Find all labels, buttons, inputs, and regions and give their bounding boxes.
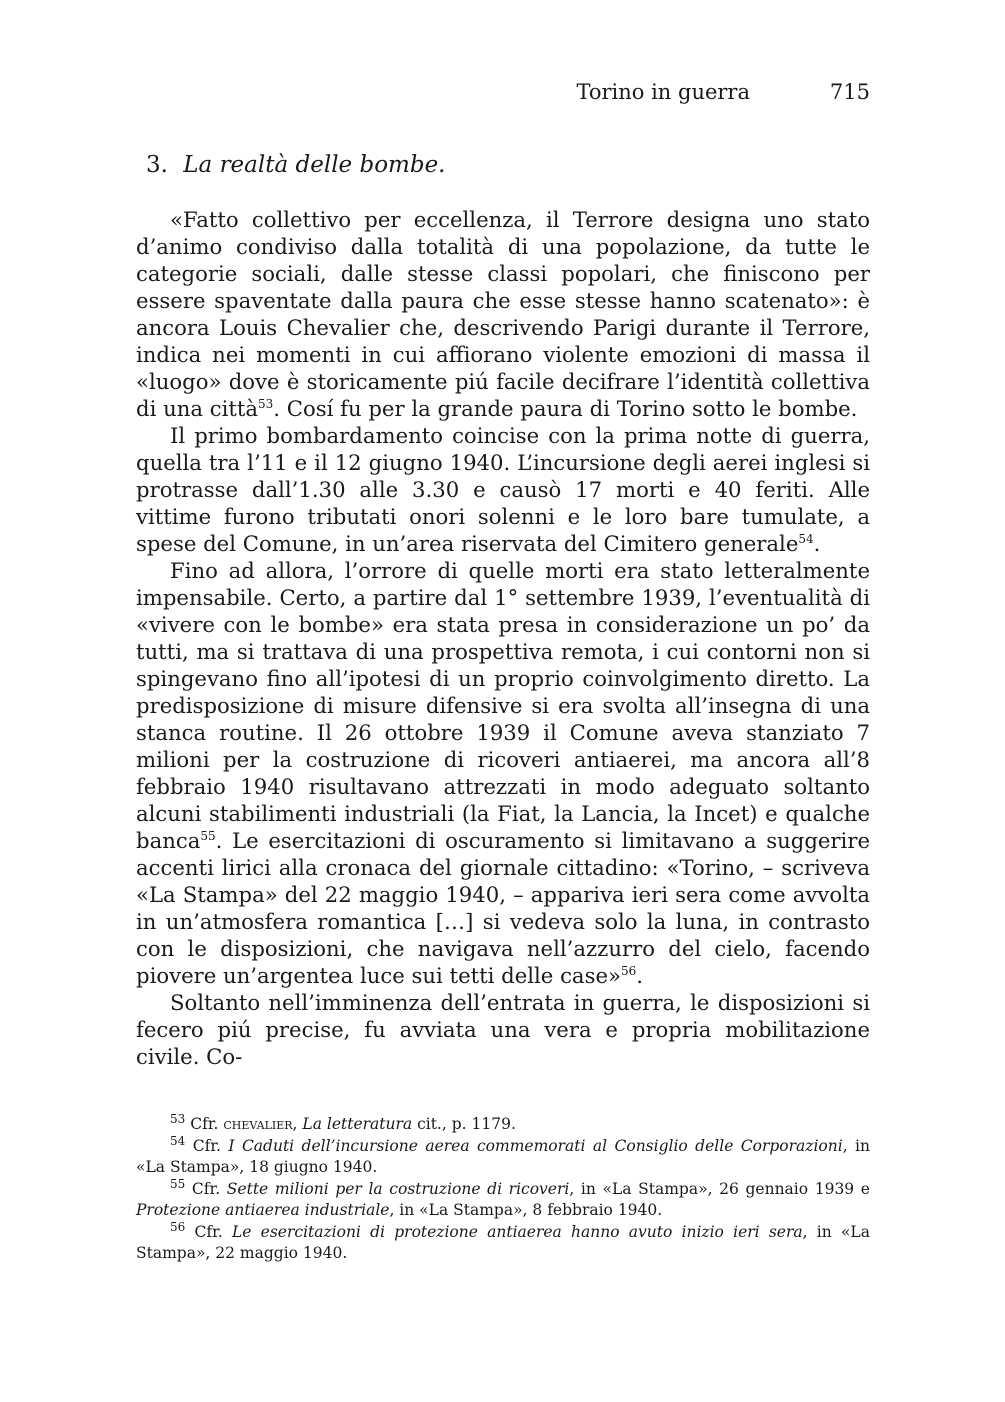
paragraph-text: «Fatto collettivo per eccellenza, il Terrore designa uno stato d’animo condiviso dalla totalità di una popolazione, da tutte le categorie sociali, dalle stesse classi popolari, che finiscono per essere spaventate dalla paura che esse stesse hanno scatenato»: è ancora Louis Chevalier che, descrivendo Parigi durante il Terrore, indica nei momenti in cui affiorano violente emozioni di massa il «luogo» dove è storicamente piú facile decifrare l’identità collettiva di una città xyxy=(136,207,870,421)
paragraph-text: . Le esercitazioni di oscuramento si limitavano a suggerire accenti lirici alla cronaca del giornale cittadino: «Torino, – scriveva «La Stampa» del 22 maggio 1940, – appariva ieri sera come avvolta in un’atmosfera romantica […] si vedeva solo la luna, in contrasto con le disposizioni, che navigava nell’azzurro del cielo, facendo piovere un’argentea luce sui tetti delle case» xyxy=(136,828,870,988)
section-heading xyxy=(146,152,446,178)
paragraph-text: Fino ad allora, l’orrore di quelle morti era stato letteralmente impensabile. Certo, a partire dal 1° settembre 1939, l’eventualità di «vivere con le bombe» era stata presa in considerazione un po’ da tutti, ma si trattava di una prospettiva remota, i cui contorni non si spingevano fino all’ipotesi di un proprio coinvolgimento diretto. La predisposizione di misure difensive si era svolta all’insegna di una stanca routine. Il 26 ottobre 1939 il Comune aveva stanziato 7 milioni per la costruzione di ricoveri antiaerei, ma ancora all’8 febbraio 1940 risultavano attrezzati in modo adeguato soltanto alcuni stabilimenti industriali (la Fiat, la Lancia, la Incet) e qualche banca xyxy=(136,558,870,853)
footnote xyxy=(136,1176,870,1221)
footnote-text: Cfr. xyxy=(191,1180,227,1198)
section-title: La realtà delle bombe. xyxy=(183,152,446,178)
footnote-text: Cfr. xyxy=(192,1137,229,1155)
footnote-number: 54 xyxy=(170,1133,186,1148)
footnote-text: , in «La Stampa», 22 maggio 1940. xyxy=(136,1223,870,1262)
page-number: 715 xyxy=(829,80,870,104)
paragraph xyxy=(136,206,870,422)
paragraph-text: . Cosí fu per la grande paura di Torino sotto le bombe. xyxy=(273,396,858,421)
footnote xyxy=(136,1219,870,1264)
paragraph-text: Il primo bombardamento coincise con la prima notte di guerra, quella tra l’11 e il 12 giugno 1940. L’incursione degli aerei inglesi si protrasse dall’1.30 alle 3.30 e causò 17 morti e 40 feriti. Alle vittime furono tributati onori solenni e le loro bare tumulate, a spese del Comune, in un’area riservata del Cimitero generale xyxy=(136,423,870,556)
paragraph xyxy=(136,557,870,989)
footnote-number: 56 xyxy=(170,1219,186,1234)
footnote xyxy=(136,1133,870,1178)
footnote-text: cit., p. 1179. xyxy=(412,1115,516,1133)
footnote-work-title: I Caduti dell’incursione aerea commemorati al Consiglio delle Corporazioni xyxy=(228,1137,843,1155)
footnote-work-title: La letteratura xyxy=(302,1115,413,1133)
footnote-work-title: Sette milioni per la costruzione di ricoveri xyxy=(226,1180,570,1198)
footnote-number: 53 xyxy=(170,1111,186,1126)
paragraph xyxy=(136,989,870,1070)
paragraph-text: Soltanto nell’imminenza dell’entrata in guerra, le disposizioni si fecero piú precise, fu avviata una vera e propria mobilitazione civile. Co- xyxy=(136,990,870,1069)
running-head xyxy=(136,80,870,110)
footnote-ref: 56 xyxy=(620,963,637,978)
footnote-ref: 55 xyxy=(200,828,216,843)
footnotes xyxy=(136,1111,870,1265)
paragraph-text: . xyxy=(813,531,821,556)
body-text xyxy=(136,206,870,1070)
footnote-text: , in «La Stampa», 8 febbraio 1940. xyxy=(389,1201,663,1219)
footnote-work-title: Le esercitazioni di protezione antiaerea hanno avuto inizio ieri sera xyxy=(231,1223,803,1241)
footnote-text: Cfr. xyxy=(194,1223,232,1241)
footnote xyxy=(136,1111,870,1135)
footnote-text: , in «La Stampa», 18 giugno 1940. xyxy=(136,1137,870,1176)
footnote-text: Cfr. xyxy=(190,1115,224,1133)
footnote-ref: 53 xyxy=(258,396,274,411)
paragraph-text: . xyxy=(636,963,643,988)
footnote-author: chevalier xyxy=(223,1115,293,1133)
section-number: 3. xyxy=(146,152,168,178)
footnote-text: , in «La Stampa», 26 gennaio 1939 e xyxy=(569,1180,870,1198)
paragraph xyxy=(136,422,870,557)
footnote-number: 55 xyxy=(170,1176,186,1191)
footnote-ref: 54 xyxy=(798,531,814,546)
running-title: Torino in guerra xyxy=(576,80,750,104)
footnote-text: , xyxy=(292,1115,303,1133)
book-page xyxy=(136,0,870,1402)
footnote-work-title: Protezione antiaerea industriale xyxy=(136,1201,390,1219)
